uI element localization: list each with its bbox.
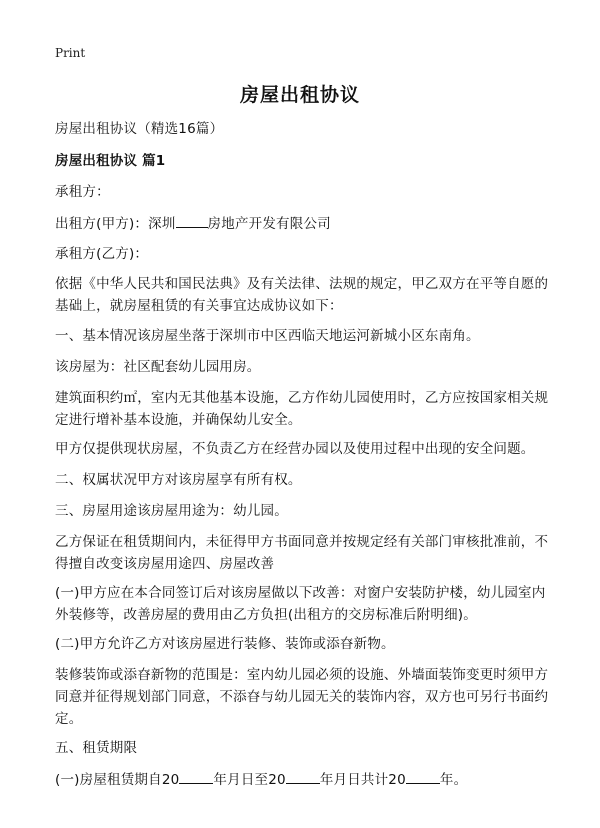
document-title: 房屋出租协议 xyxy=(239,84,360,106)
decoration-scope-paragraph: 装修装饰或添昚新物的范围是：室内幼儿园必须的设施、外墙面装饰变更时须甲方同意并征得规划部门同意，不添昚与幼儿园无关的装饰内容，双方也可另行书面约定。 xyxy=(55,667,549,727)
lease-term-part3: 年月日共计20 xyxy=(319,772,406,788)
usage-guarantee-paragraph: 乙方保证在租赁期间内，未征得甲方书面同意并按规定经有关部门审核批准前，不得擅自改变该房屋用途四、房屋改善 xyxy=(55,534,549,572)
item2-paragraph: 二、权属状况甲方对该房屋享有所有权。 xyxy=(55,472,302,488)
item5-heading: 五、租赁期限 xyxy=(55,740,138,756)
lease-start-year-blank xyxy=(179,768,213,784)
print-link[interactable]: Print xyxy=(55,46,86,60)
house-type-paragraph: 该房屋为：社区配套幼儿园用房。 xyxy=(55,359,261,375)
improvement2-paragraph: (二)甲方允许乙方对该房屋进行装修、装饰或添昚新物。 xyxy=(55,636,395,652)
lessee-b-label: 承租方(乙方)： xyxy=(55,246,149,262)
area-paragraph: 建筑面积约㎡，室内无其他基本设施，乙方作幼儿园使用时，乙方应按国家相关规定进行增补基本设施，并确保幼儿安全。 xyxy=(55,390,549,428)
intro-paragraph: 依据《中华人民共和国民法典》及有关法律、法规的规定，甲乙双方在平等自愿的基础上，就房屋租赁的有关事宜达成协议如下： xyxy=(55,276,549,314)
item3-paragraph: 三、房屋用途该房屋用途为：幼儿园。 xyxy=(55,503,288,519)
lessor-blank xyxy=(176,212,208,228)
lessor-prefix: 出租方(甲方)：深圳 xyxy=(55,216,176,232)
lessee-label: 承租方： xyxy=(55,184,110,200)
lease-total-years-blank xyxy=(406,768,440,784)
improvement1-paragraph: (一)甲方应在本合同签订后对该房屋做以下改善：对窗户安装防护楼，幼儿园室内外装修等，改善房屋的费用由乙方负担(出租方的交房标准后附明细)。 xyxy=(55,585,546,623)
lease-end-year-blank xyxy=(286,768,320,784)
lease-term-line xyxy=(55,768,550,791)
lessor-line xyxy=(55,212,550,235)
item1-paragraph: 一、基本情况该房屋坐落于深圳市中区西临天地运河新城小区东南角。 xyxy=(55,328,480,344)
document-subtitle: 房屋出租协议（精选16篇） xyxy=(55,121,224,137)
lease-term-part4: 年。 xyxy=(439,772,468,788)
lessor-suffix: 房地产开发有限公司 xyxy=(207,216,331,232)
section-heading: 房屋出租协议 篇1 xyxy=(55,153,166,169)
lease-term-part1: (一)房屋租赁期自20 xyxy=(55,772,180,788)
lease-term-part2: 年月日至20 xyxy=(213,772,286,788)
party-a-notice-paragraph: 甲方仅提供现状房屋，不负责乙方在经营办园以及使用过程中出现的安全问题。 xyxy=(55,441,535,457)
